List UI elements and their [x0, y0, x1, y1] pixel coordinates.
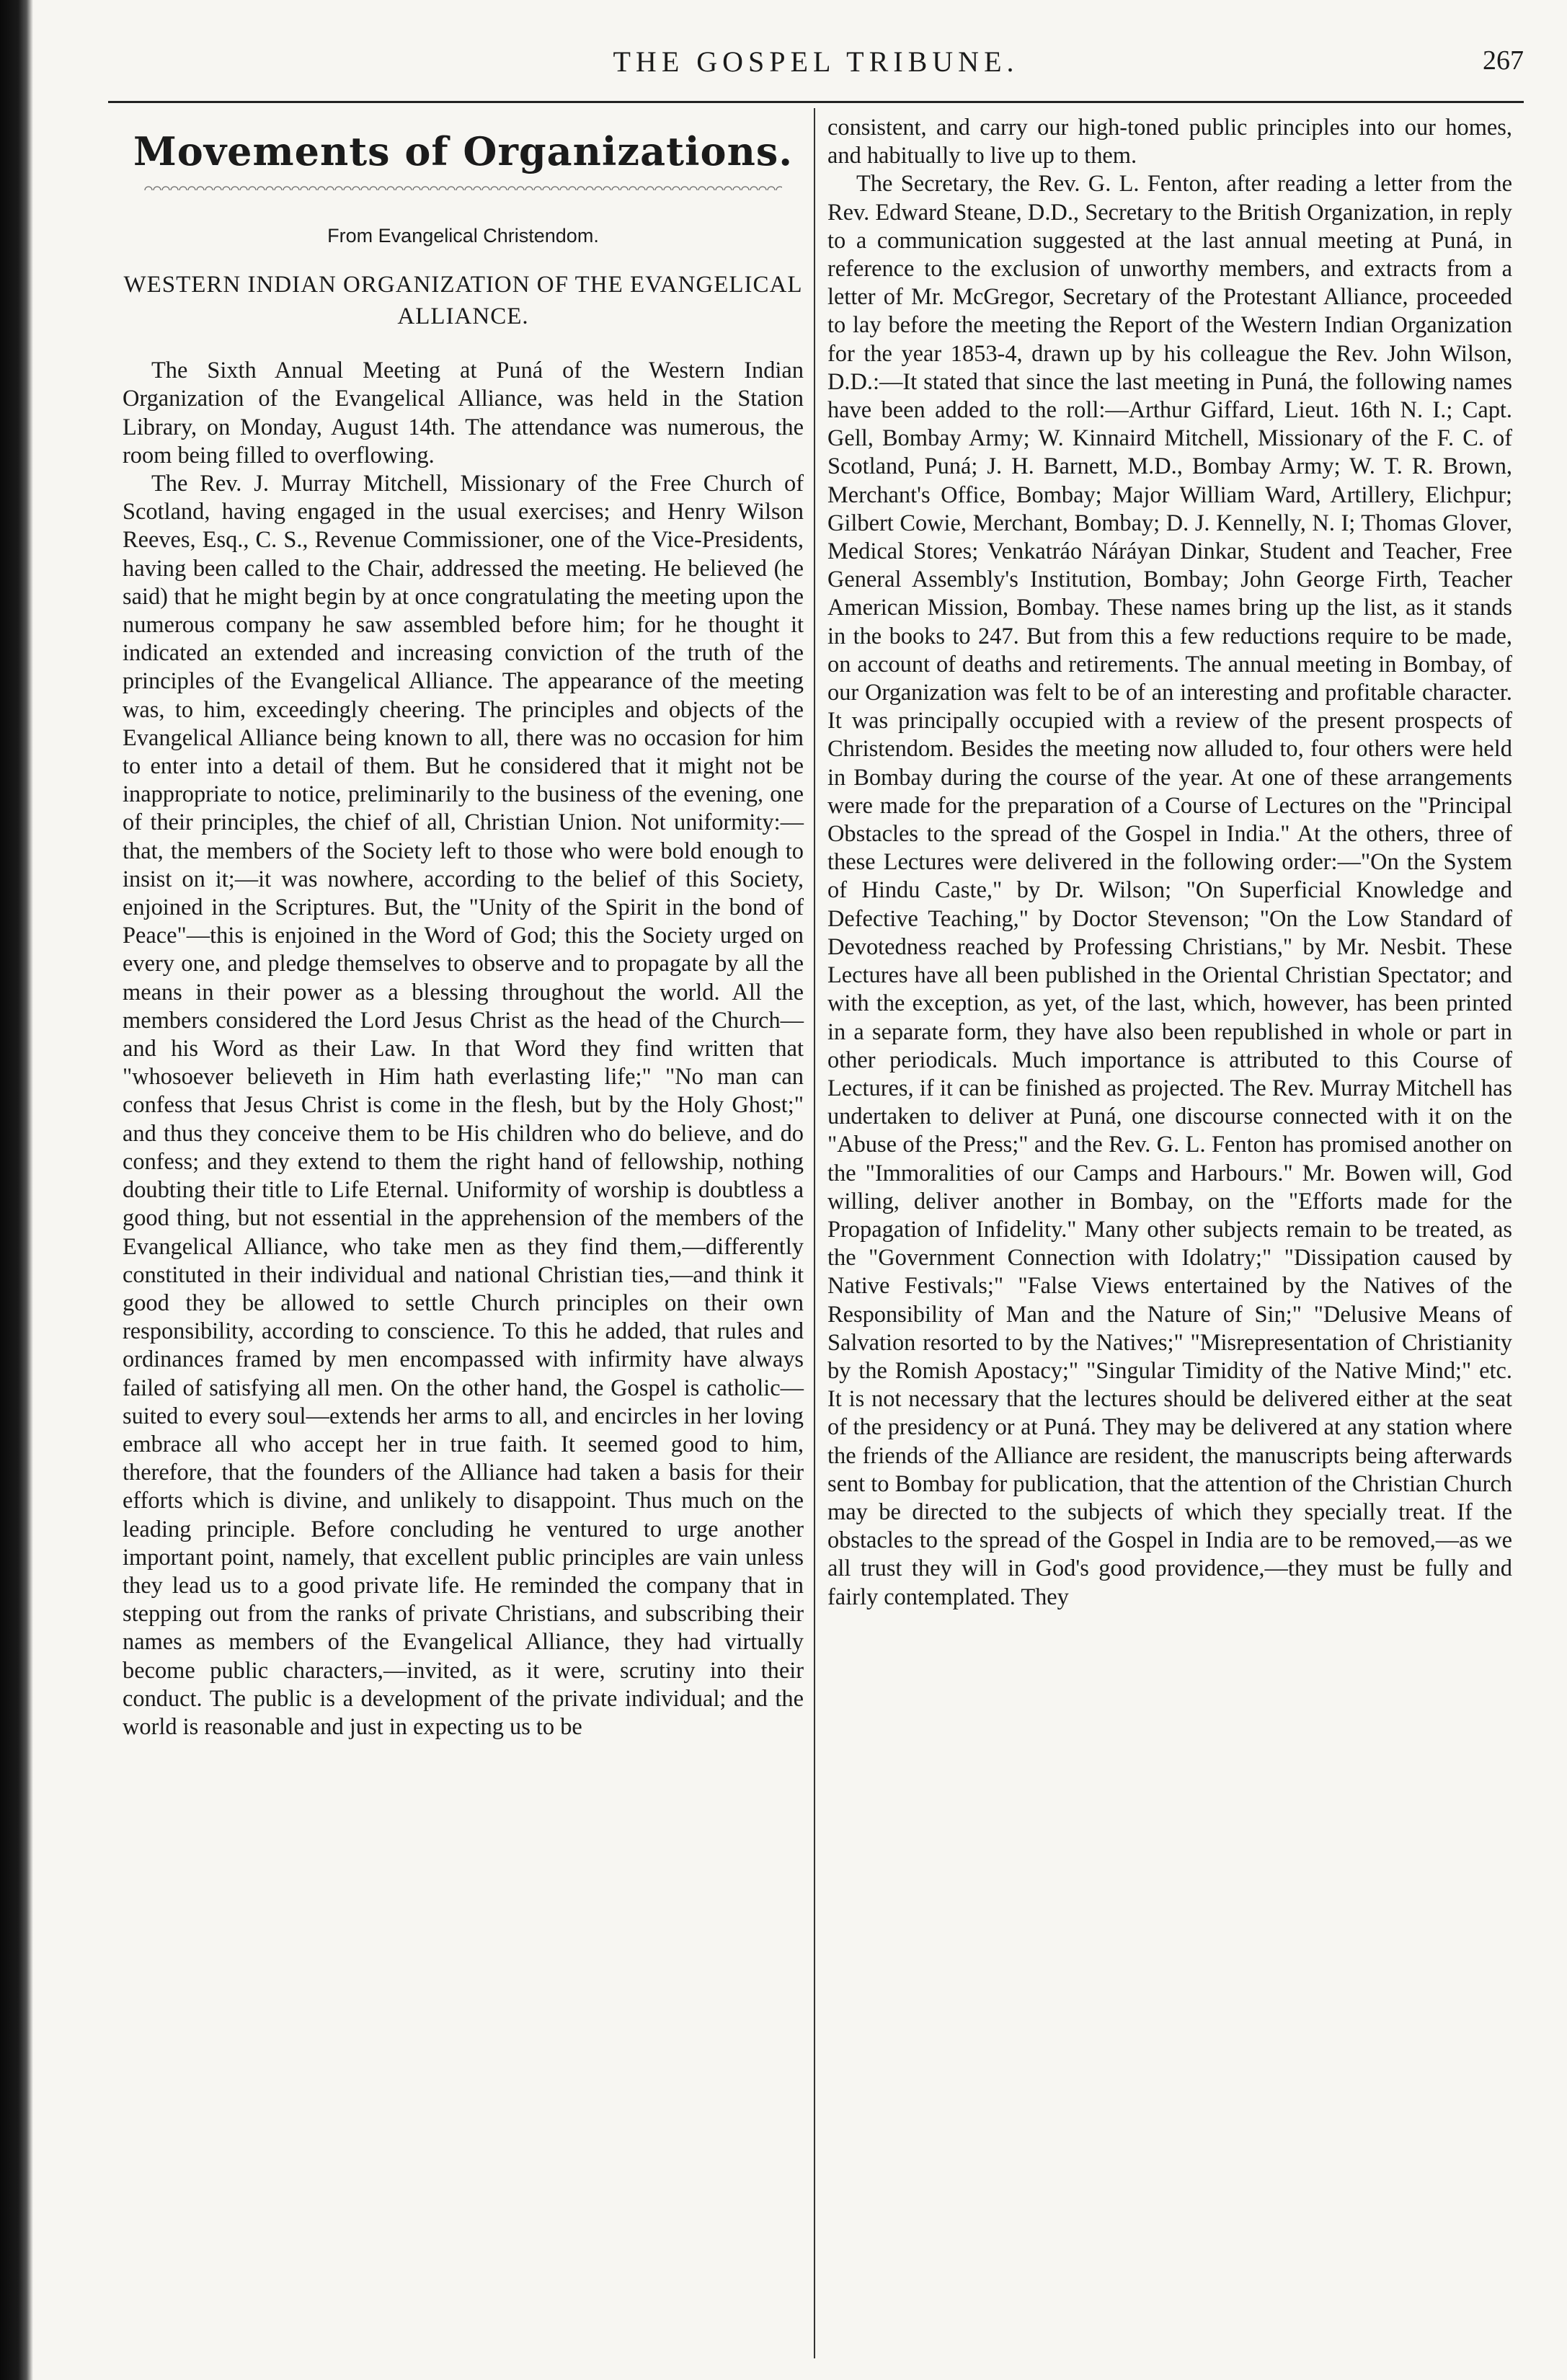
paragraph: The Secretary, the Rev. G. L. Fenton, after reading a letter from the Rev. Edward Steane, D.D., Secretary to the British Organization, in reply to a communication suggested at the last annual meeting at Puná, in reference to the exclusion of unworthy members, and extracts from a letter of Mr. McGregor, Secretary of the Protestant Alliance, proceeded to lay before the meeting the Report of the Western Indian Organization for the year 1853-4, drawn up by his colleague the Rev. John Wilson, D.D.:—It stated that since the last meeting in Puná, the following names have been added to the roll:—Arthur Giffard, Lieut. 16th N. I.; Capt. Gell, Bombay Army; W. Kinnaird Mitchell, Missionary of the F. C. of Scotland, Puná; J. H. Barnett, M.D., Bombay Army; W. T. R. Brown, Merchant's Office, Bombay; Major William Ward, Artillery, Elichpur; Gilbert Cowie, Merchant, Bombay; D. J. Kennelly, N. I; Thomas Glover, Medical Stores; Venkatráo Náráyan Dinkar, Student and Teacher, Free General Assembly's Institution, Bombay; John George Firth, Teacher American Mission, Bombay. These names bring up the list, as it stands in the books to 247. But from this a few reductions require to be made, on account of deaths and retirements. The annual meeting in Bombay, of our Organization was felt to be of an interesting and profitable character. It was principally occupied with a review of the present prospects of Christendom. Besides the meeting now alluded to, four others were held in Bombay during the course of the year. At one of these arrangements were made for the preparation of a Course of Lectures on the "Principal Obstacles to the spread of the Gospel in India." At the others, three of these Lectures were delivered in the following order:—"On the System of Hindu Caste," by Dr. Wilson; "On Superficial Knowledge and Defective Teaching," by Doctor Stevenson; "On the Low Standard of Devotedness reached by Professing Christians," by Mr. Nesbit. These Lectures have all been published in the Oriental Christian Spectator; and with the exception, as yet, of the last, which, however, has been printed in a separate form, they have also been republished in whole or part in other periodicals. Much importance is attributed to this Course of Lectures, if it can be finished as projected. The Rev. Murray Mitchell has undertaken to deliver at Puná, one discourse connected with it on the "Abuse of the Press;" and the Rev. G. L. Fenton has promised another on the "Immoralities of our Camps and Harbours." Mr. Bowen will, God willing, deliver another in Bombay, on the "Efforts made for the Propagation of Infidelity." Many other subjects remain to be treated, as the "Government Connection with Idolatry;" "Dissipation caused by Native Festivals;" "False Views entertained by the Natives of the Responsibility of Man and the Nature of Sin;" "Delusive Means of Salvation resorted to by the Natives;" "Misrepresentation of Christianity by the Romish Apostacy;" "Singular Timidity of the Native Mind;" etc. It is not necessary that the lectures should be delivered either at the seat of the presidency or at Puná. They may be delivered at any station where the friends of the Alliance are resident, the manuscripts being afterwards sent to Bombay for publication, that the attention of the Christian Church may be directed to the subjects of which they specially treat. If the obstacles to the spread of the Gospel in India are to be removed,—as we all trust they will in God's good providence,—they must be fully and fairly contemplated. They [827, 171, 1512, 1610]
paragraph: The Rev. J. Murray Mitchell, Missionary of the Free Church of Scotland, having engaged in the usual exercises; and Henry Wilson Reeves, Esq., C. S., Revenue Commissioner, one of the Vice-Presidents, having been called to the Chair, addressed the meeting. He believed (he said) that he might begin by at once congratulating the meeting upon the numerous company he saw assembled before him; for he thought it indicated an extended and increasing conviction of the truth of the principles of the Evangelical Alliance. The appearance of the meeting was, to him, exceedingly cheering. The principles and objects of the Evangelical Alliance being known to all, there was no occasion for him to enter into a detail of them. But he considered that it might not be inappropriate to notice, preliminarily to the business of the evening, one of their principles, the chief of all, Christian Union. Not uniformity:—that, the members of the Society left to those who were bold enough to insist on it;—it was nowhere, according to the belief of this Society, enjoined in the Scriptures. But, the "Unity of the Spirit in the bond of Peace"—this is enjoined in the Word of God; this the Society urged on every one, and pledge themselves to observe and to propagate by all the means in their power as a blessing throughout the world. All the members considered the Lord Jesus Christ as the head of the Church—and his Word as their Law. In that Word they find written that "whosoever believeth in Him hath everlasting life;" "No man can confess that Jesus Christ is come in the flesh, but by the Holy Ghost;" and thus they conceive them to be His children who do believe, and do confess; and they extend to them the right hand of fellowship, nothing doubting their title to Life Eternal. Uniformity of worship is doubtless a good thing, but not essential in the apprehension of the members of the Evangelical Alliance, who take men as they find them,—differently constituted in their individual and national Christian ties,—and think it good they be allowed to settle Church principles on their own responsibility, according to conscience. To this he added, that rules and ordinances framed by men encompassed with infirmity have always failed of satisfying all men. On the other hand, the Gospel is catholic—suited to every soul—extends her arms to all, and encircles in her loving embrace all who accept her in true faith. It seemed good to him, therefore, that the founders of the Alliance had taken a basis for their efforts which is divine, and unlikely to disappoint. Thus much on the leading principle. Before concluding he ventured to urge another important point, namely, that excellent public principles are vain unless they lead us to a good private life. He reminded the company that in stepping out from the ranks of private Christians, and subscribing their names as members of the Evangelical Alliance, they had virtually become public characters,—invited, as it were, scrutiny into their conduct. The public is a development of the private individual; and the world is reasonable and just in expecting us to be [123, 471, 804, 1740]
page-number: 267 [1483, 45, 1524, 76]
paragraph: The Sixth Annual Meeting at Puná of the Western Indian Organization of the Evangelical Alliance, was held in the Station Library, on Monday, August 14th. The attendance was numerous, the room being filled to overflowing. [123, 358, 804, 469]
paragraph: consistent, and carry our high-toned public principles into our homes, and habitually to live up to them. [827, 115, 1512, 169]
section-heading: Movements of Organizations. [133, 128, 794, 174]
article-source: From Evangelical Christendom. [327, 225, 599, 247]
right-column [827, 114, 1512, 2351]
ornamental-rule [144, 183, 782, 190]
article-title: WESTERN INDIAN ORGANIZATION OF THE EVANGELICAL ALLIANCE. [123, 272, 803, 330]
column-divider [814, 108, 815, 2358]
journal-title: THE GOSPEL TRIBUNE. [613, 45, 1019, 78]
header-rule [108, 101, 1524, 103]
binding-edge [0, 0, 33, 2380]
left-column [123, 114, 804, 2351]
running-head [108, 45, 1524, 95]
